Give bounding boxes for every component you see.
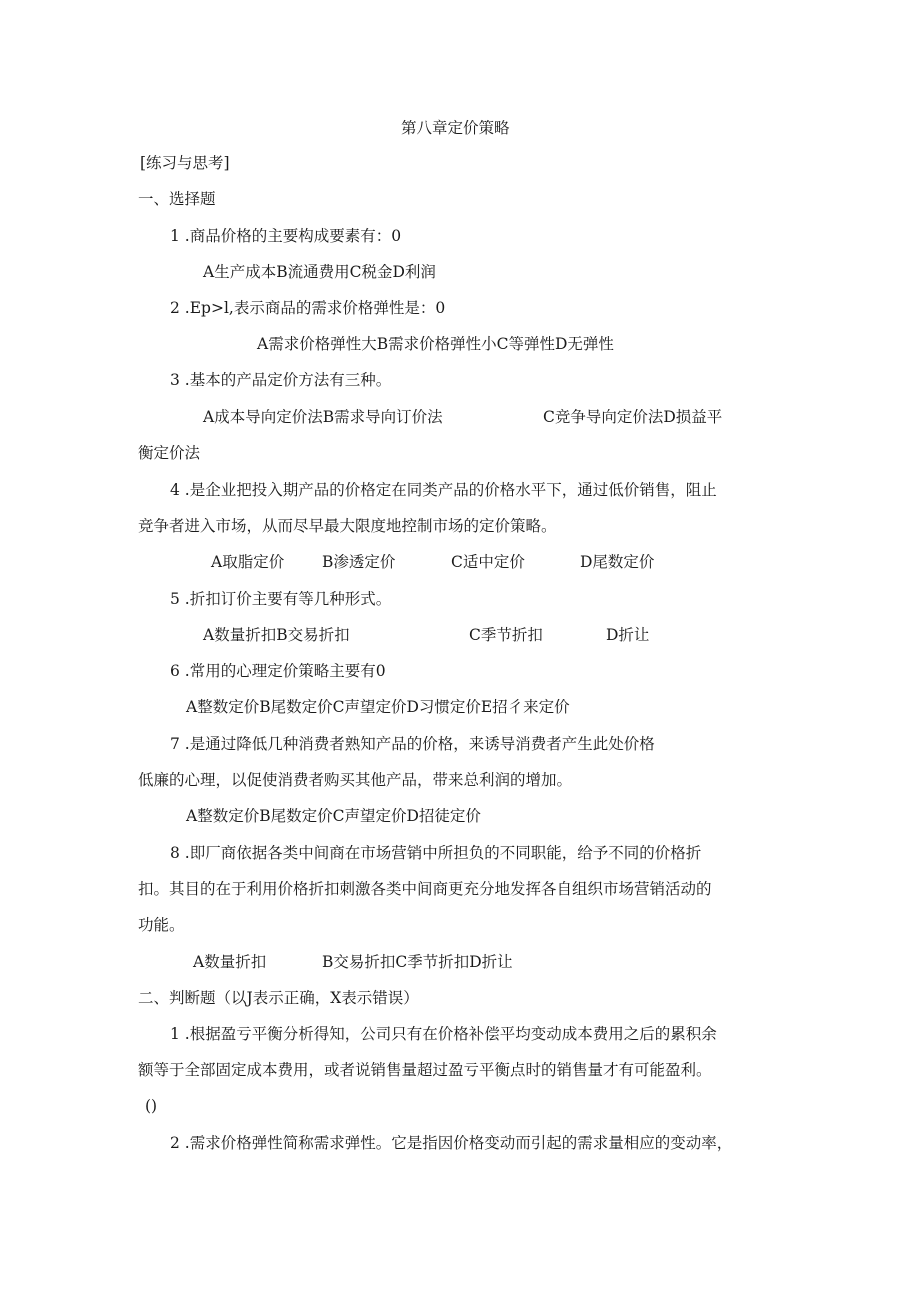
- question-2-options: A需求价格弹性大B需求价格弹性小C等弹性D无弹性: [257, 335, 614, 353]
- question-8-line3: 功能。: [138, 916, 185, 934]
- question-7-line1: 7 .是通过降低几种消费者熟知产品的价格，来诱导消费者产生此处价格: [170, 735, 655, 753]
- question-5-options-ab: A数量折扣B交易折扣: [203, 626, 350, 644]
- question-3-options-a: A成本导向定价法B需求导向订价法: [203, 408, 443, 426]
- question-3-options-b: C竞争导向定价法D损益平: [543, 408, 723, 426]
- question-4-option-c: C适中定价: [451, 553, 525, 571]
- question-1-options: A生产成本B流通费用C税金D利润: [203, 263, 436, 281]
- page-title: 第八章定价策略: [401, 119, 510, 137]
- judgment-1-blank: (): [145, 1097, 158, 1115]
- judgment-2-line1: 2 .需求价格弹性简称需求弹性。它是指因价格变动而引起的需求量相应的变动率，: [170, 1134, 733, 1152]
- question-3-options-cont: 衡定价法: [138, 444, 201, 462]
- question-4-option-d: D尾数定价: [580, 553, 655, 571]
- question-4-option-a: A取脂定价: [211, 553, 285, 571]
- question-6: 6 .常用的心理定价策略主要有0: [170, 662, 386, 680]
- question-4-line2: 竞争者进入市场，从而尽早最大限度地控制市场的定价策略。: [138, 517, 557, 535]
- question-8-option-a: A数量折扣: [193, 953, 267, 971]
- judgment-1-line2: 额等于全部固定成本费用，或者说销售量超过盈亏平衡点时的销售量才有可能盈利。: [138, 1061, 712, 1079]
- question-8-options-bcd: B交易折扣C季节折扣D折让: [322, 953, 513, 971]
- question-8-line1: 8 .即厂商依据各类中间商在市场营销中所担负的不同职能，给予不同的价格折: [170, 844, 702, 862]
- question-3: 3 .基本的产品定价方法有三种。: [170, 371, 392, 389]
- question-1: 1 .商品价格的主要构成要素有：0: [170, 227, 402, 245]
- question-5-option-d: D折让: [606, 626, 650, 644]
- part2-heading: 二、判断题（以J表示正确，X表示错误）: [138, 989, 419, 1007]
- part1-heading: 一、选择题: [138, 190, 216, 208]
- judgment-1-line1: 1 .根据盈亏平衡分析得知，公司只有在价格补偿平均变动成本费用之后的累积余: [170, 1025, 717, 1043]
- question-5: 5 .折扣订价主要有等几种形式。: [170, 590, 392, 608]
- question-7-line2: 低廉的心理，以促使消费者购买其他产品，带来总利润的增加。: [138, 771, 573, 789]
- question-7-options: A整数定价B尾数定价C声望定价D招徒定价: [186, 807, 481, 825]
- question-8-line2: 扣。其目的在于利用价格折扣刺激各类中间商更充分地发挥各自组织市场营销活动的: [138, 880, 712, 898]
- question-2: 2 .Ep>l,表示商品的需求价格弹性是：0: [170, 299, 446, 317]
- question-4-option-b: B渗透定价: [322, 553, 396, 571]
- question-4-line1: 4 .是企业把投入期产品的价格定在同类产品的价格水平下，通过低价销售，阻止: [170, 481, 717, 499]
- section-heading: [练习与思考]: [140, 154, 230, 172]
- question-5-option-c: C季节折扣: [469, 626, 543, 644]
- question-6-options: A整数定价B尾数定价C声望定价D习惯定价E招彳来定价: [186, 698, 570, 716]
